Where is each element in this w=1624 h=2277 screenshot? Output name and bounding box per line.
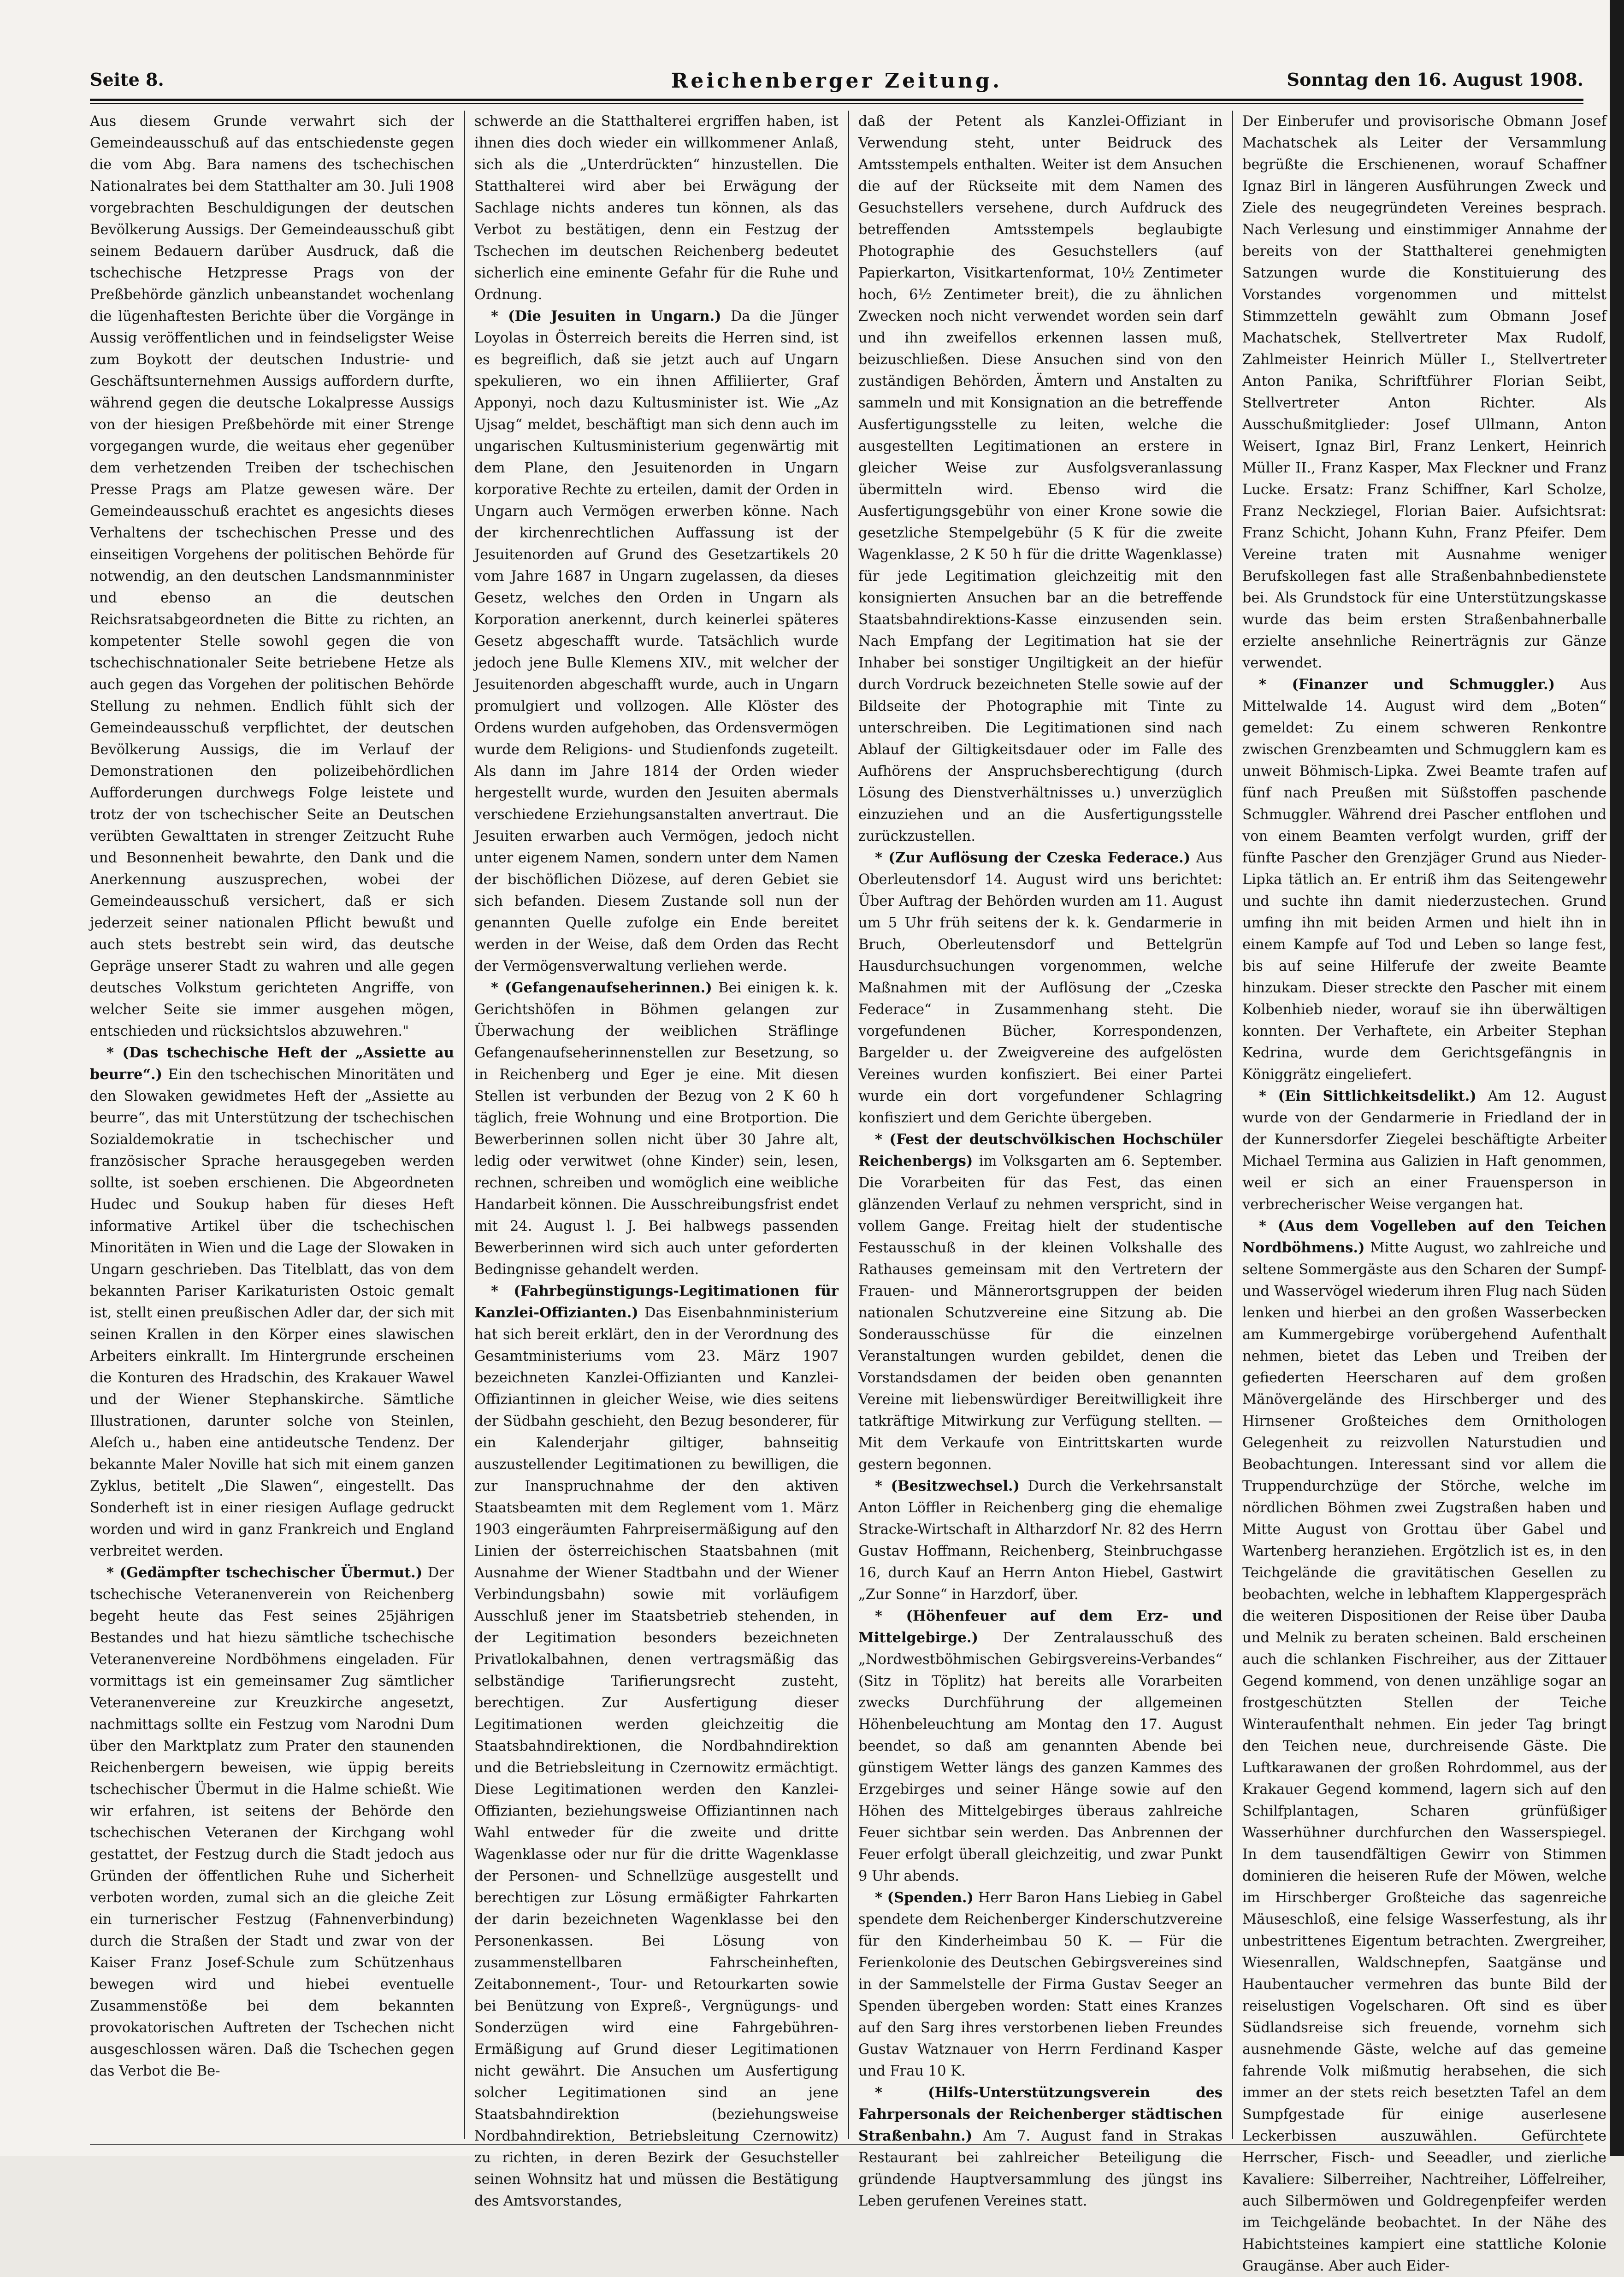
article (1242, 1085, 1606, 1215)
article-text: Der Zentralausschuß des „Nordwestböhmischen Gebirgsvereins-Verbandes“ (Sitz in Töplitz) hat bereits alle Vorarbeiten zwecks Durchführung der allgemeinen Höhenbeleuchtung am Montag den 17. August beendet, so daß am genannten Abende bei günstigem Wetter längs des ganzen Kammes des Erzgebirges und seiner Hänge sowie auf den Höhen des Mittelgebirges überaus zahlreiche Feuer sichtbar sein werden. Das Anbrennen der Feuer erfolgt überall gleichzeitig, und zwar Punkt 9 Uhr abends. (858, 1630, 1223, 1884)
header-rule-thin (90, 103, 1583, 104)
article-text: Am 7. August fand in Strakas Restaurant bei zahlreicher Beteiligung die gründende Hauptversammlung des jüngst ins Leben gerufenen Vereines statt. (858, 2128, 1222, 2209)
column-divider (464, 111, 465, 2139)
article (474, 111, 839, 306)
article-text: Der tschechische Veteranenverein von Reichenberg begeht heute das Fest seines 25jährigen Bestandes und hat hiezu sämtliche tschechische Veteranenvereine Nordböhmens eingeladen. Für vormittags ist ein gemeinsamer Zug sämtlicher Veteranenvereine zur Kreuzkirche angesetzt, nachmittags sollte ein Festzug vom Narodni Dum über den Marktplatz zum Prater den staunenden Reichenbergern beweisen, wie üppig bereits tschechischer Übermut in die Halme schießt. Wie wir erfahren, ist seitens der Behörde den tschechischen Veteranen der Kirchgang wohl gestattet, der Festzug durch die Stadt jedoch aus Gründen der öffentlichen Ruhe und Sicherheit verboten worden, zumal sich an die gleiche Zeit ein turnerischer Festzug (Fahnenverbindung) durch die Straßen der Stadt und zwar von der Kaiser Franz Josef-Schule zum Schützenhaus bewegen wird und hiebei eventuelle Zusammenstöße bei dem bekannten provokatorischen Auftreten der Tschechen nicht ausgeschlossen wären. Daß die Tschechen gegen das Verbot die Be- (90, 1565, 454, 2079)
article (474, 306, 839, 977)
article-heading: * (Ein Sittlichkeitsdelikt.) (1259, 1088, 1476, 1104)
column-divider (848, 111, 849, 2139)
article (858, 111, 1222, 847)
article-text: daß der Petent als Kanzlei-Offiziant in Verwendung steht, unter Beidruck des Amtsstempels enthalten. Weiter ist dem Ansuchen die auf der Rückseite mit dem Namen des Gesuchstellers versehene, durch Aufdruck des betreffenden Amtsstempels beglaubigte Photographie des Gesuchstellers (auf Papierkarton, Visitkartenformat, 10½ Zentimeter hoch, 6½ Zentimeter breit), die zu ähnlichen Zwecken noch nicht verwendet worden sein darf und ihn zweifellos erkennen lassen muß, beizuschließen. Diese Ansuchen sind von den zuständigen Behörden, Ämtern und Anstalten zu sammeln und mit Konsignation an die betreffende Ausfertigungsstelle zu leiten, welche die ausgestellten Legitimationen an erstere in gleicher Weise zur Ausfolgsveranlassung übermitteln wird. Ebenso wird die Ausfertigungsgebühr von einer Krone sowie die gesetzliche Stempelgebühr (5 K für die zweite Wagenklasse, 2 K 50 h für die dritte Wagenklasse) für jede Legitimation gleichzeitig mit den konsignierten Ansuchen bar an die betreffende Staatsbahndirektions-Kasse einzusenden sein. Nach Empfang der Legitimation hat sie der Inhaber bei sonstiger Ungiltigkeit an der hiefür durch Vordruck bezeichneten Stelle sowie auf der Bildseite der Photographie mit Tinte zu unterschreiben. Die Legitimationen sind nach Ablauf der Giltigkeitsdauer oder im Falle des Aufhörens der Anspruchsberechtigung (durch Lösung des Dienstverhältnisses u.) unverzüglich einzuziehen und an die Ausfertigungsstelle zurückzustellen. (858, 113, 1222, 844)
article (858, 1129, 1222, 1475)
article-text: Aus Mittelwalde 14. August wird dem „Boten“ gemeldet: Zu einem schweren Renkontre zwischen Grenzbeamten und Schmugglern kam es unweit Böhmisch-Lipka. Zwei Beamte trafen auf fünf nach Preußen mit Süßstoffen paschende Schmuggler. Während drei Pascher entflohen und von einem Beamten verfolgt wurden, griff der fünfte Pascher den Grenzjäger Grund aus Nieder-Lipka tätlich an. Er entriß ihm das Seitengewehr und suchte ihn damit niederzustechen. Grund umfing ihn mit beiden Armen und hielt ihn in einem Kampfe auf Tod und Leben so lange fest, bis auf seine Hilferufe der zweite Beamte hinzukam. Dieser streckte den Pascher mit einem Kolbenhieb nieder, worauf sie ihn überwältigen konnten. Der Verhaftete, ein Arbeiter Stephan Kedrina, wurde dem Gerichtsgefängnis in Königgrätz eingeliefert. (1242, 677, 1606, 1083)
article (1242, 1215, 1606, 2277)
article-text: Ein den tschechischen Minoritäten und den Slowaken gewidmetes Heft der „Assiette au beurre“, das mit Unterstützung der tschechischen Sozialdemokratie in tschechischer und französischer Sprache herausgegeben werden sollte, ist soeben erschienen. Die Abgeordneten Hudec und Soukup haben für dieses Heft informative Artikel über die tschechischen Minoritäten in Wien und die Lage der Slowaken in Ungarn geschrieben. Das Titelblatt, das von dem bekannten Pariser Karikaturisten Ostoic gemalt ist, stellt einen preußischen Adler dar, der sich mit seinen Krallen in den Körper eines slawischen Arbeiters einkrallt. Im Hintergrunde erscheinen die Konturen des Hradschin, des Krakauer Wawel und der Wiener Stephanskirche. Sämtliche Illustrationen, darunter solche von Steinlen, Aleſch u., haben eine antideutsche Tendenz. Der bekannte Maler Noville hat sich mit einem ganzen Zyklus, betitelt „Die Slawen“, eingestellt. Das Sonderheft ist in einer riesigen Auflage gedruckt worden und wird in ganz Frankreich und England verbreitet werden. (90, 1067, 454, 1559)
article (90, 1562, 454, 2082)
article-text: Das Eisenbahnministerium hat sich bereit erklärt, den in der Verordnung des Gesamtministeriums vom 23. März 1907 bezeichneten Kanzlei-Offizianten und Kanzlei-Offiziantinnen in gleicher Weise, wie dies seitens der Südbahn geschieht, den Bezug besonderer, für ein Kalenderjahr giltiger, bahnseitig auszustellender Legitimationen zu bewilligen, die zur Inanspruchnahme der den aktiven Staatsbeamten mit dem Reglement vom 1. März 1903 eingeräumten Fahrpreisermäßigung auf den Linien der österreichischen Staatsbahnen (mit Ausnahme der Wiener Stadtbahn und der Wiener Verbindungsbahn) sowie mit vorläufigem Ausschluß jener im Staatsbetrieb stehenden, in der Legitimation besonders bezeichneten Privatlokalbahnen, denen vertragsmäßig das selbständige Tarifierungsrecht zusteht, berechtigen. Zur Ausfertigung dieser Legitimationen werden gleichzeitig die Staatsbahndirektionen, die Nordbahndirektion und die Betriebsleitung in Czernowitz ermächtigt. Diese Legitimationen werden den Kanzlei-Offizianten, beziehungsweise Offiziantinnen nach Wahl entweder für die zweite und dritte Wagenklasse oder nur für die dritte Wagenklasse der Personen- und Schnellzüge ausgestellt und berechtigen zur Lösung ermäßigter Fahrkarten der darin bezeichneten Wagenklasse bei den Personenkassen. Bei Lösung von zusammenstellbaren Fahrscheinheften, Zeitabonnement-, Tour- und Retourkarten sowie bei Benützung von Expreß-, Vergnügungs- und Sonderzügen wird eine Fahrgebühren-Ermäßigung auf Grund dieser Legitimationen nicht gewährt. Die Ansuchen um Ausfertigung solcher Legitimationen sind an jene Staatsbahndirektion (beziehungsweise Nordbahndirektion, Betriebsleitung Czernowitz) zu richten, in deren Bezirk der Gesuchsteller seinen Wohnsitz hat und müssen die Bestätigung des Amtsvorstandes, (474, 1305, 839, 2209)
article (90, 111, 454, 1042)
article (858, 2082, 1222, 2212)
article (1242, 674, 1606, 1085)
newspaper-title: Reichenberger Zeitung. (671, 69, 1003, 93)
page-bottom-rule (90, 2144, 1583, 2145)
column-divider (1232, 111, 1233, 2139)
scan-edge (1610, 0, 1624, 2156)
column-1 (90, 111, 454, 2139)
article-heading: * (Zur Auflösung der Czeska Federace.) (875, 849, 1191, 866)
article-heading: * (Gedämpfter tschechischer Übermut.) (106, 1564, 423, 1581)
article-text: Durch die Verkehrsanstalt Anton Löffler in Reichenberg ging die ehemalige Stracke-Wirtschaft in Altharzdorf Nr. 82 des Herrn Gustav Hoffmann, Reichenberg, Steinbruchgasse 16, durch Kauf an Herrn Anton Hiebel, Gastwirt „Zur Sonne“ in Harzdorf, über. (858, 1478, 1222, 1603)
article (90, 1042, 454, 1562)
column-2 (474, 111, 839, 2209)
article (858, 1605, 1222, 1887)
article-text: Der Einberufer und provisorische Obmann Josef Machatschek als Leiter der Versammlung begrüßte die Erschienenen, worauf Schaffner Ignaz Birl in längeren Ausführungen Zweck und Ziele des neugegründeten Vereines besprach. Nach Verlesung und einstimmiger Annahme der bereits von der Statthalterei genehmigten Satzungen wurde die Konstituierung des Vorstandes vorgenommen und mittelst Stimmzetteln gewählt zum Obmann Josef Machatschek, Stellvertreter Max Rudolf, Zahlmeister Heinrich Müller I., Stellvertreter Anton Panika, Schriftführer Florian Seibt, Stellvertreter Anton Richter. Als Ausschußmitglieder: Josef Ullmann, Anton Weisert, Ignaz Birl, Franz Lenkert, Heinrich Müller II., Franz Kasper, Max Fleckner und Franz Lucke. Ersatz: Franz Schiffner, Karl Scholze, Franz Neckziegel, Florian Baier. Aufsichtsrat: Franz Schicht, Johann Kuhn, Franz Pfeifer. Dem Vereine traten mit Ausnahme weniger Berufskollegen fast alle Straßenbahnbedienstete bei. Als Grundstock für eine Unterstützungskasse wurde das beim ersten Straßenbahnerballe erzielte ansehnliche Reinerträgnis zur Gänze verwendet. (1242, 113, 1606, 671)
article-text: Aus Oberleutensdorf 14. August wird uns berichtet: Über Auftrag der Behörden wurden am 11. August um 5 Uhr früh seitens der k. k. Gendarmerie in Bruch, Oberleutensdorf und Bettelgrün Hausdurchsuchungen vorgenommen, welche Maßnahmen mit der Auflösung der „Czeska Federace“ in Zusammenhang steht. Die vorgefundenen Bücher, Korrespondenzen, Bargelder u. der Zweigvereine des aufgelösten Vereines wurden konfisziert. Bei einer Partei wurde ein dort vorgefundener Schlagring konfisziert und dem Gerichte übergeben. (858, 850, 1222, 1126)
page-header (90, 69, 1583, 101)
article-heading: * (Das tschechische Heft der „Assiette au beurre“.) (90, 1044, 454, 1083)
article-heading: * (Spenden.) (875, 1889, 974, 1906)
article-heading: * (Hilfs-Unterstützungsverein des Fahrpersonals der Reichenberger städtischen Straßenbahn.) (858, 2084, 1222, 2144)
article-text: Aus diesem Grunde verwahrt sich der Gemeindeausschuß auf das entschiedenste gegen die vom Abg. Bara namens des tschechischen Nationalrates bei dem Statthalter am 30. Juli 1908 vorgebrachten Beschuldigungen der deutschen Bevölkerung Aussigs. Der Gemeindeausschuß gibt seinem Bedauern darüber Ausdruck, daß die tschechische Hetzpresse Prags von der Preßbehörde gänzlich unbeanstandet wochenlang die lügenhaftesten Berichte über die Vorgänge in Aussig veröffentlichen und in feindseligster Weise zum Boykott der deutschen Industrie- und Geschäftsunternehmen Aussigs auffordern durfte, während gegen die deutsche Lokalpresse Aussigs von der hiesigen Preßbehörde mit einer Strenge vorgegangen wurde, die weitaus eher gegenüber dem verhetzenden Treiben der tschechischen Presse Prags am Platze gewesen wäre. Der Gemeindeausschuß erachtet es angesichts dieses Verhaltens der tschechischen Presse und des einseitigen Vorgehens der politischen Behörde für notwendig, an den deutschen Landsmannminister und ebenso an die deutschen Reichsratsabgeordneten die Bitte zu richten, an kompetenter Stelle sowohl gegen die von tschechischnationaler Seite betriebene Hetze als auch gegen das Vorgehen der politischen Behörde Stellung zu nehmen. Endlich fühlt sich der Gemeindeausschuß verpflichtet, der deutschen Bevölkerung Aussigs, die im Verlauf der Demonstrationen den polizeibehördlichen Aufforderungen durchwegs Folge leistete und trotz der von tschechischer Seite an Deutschen verübten Gewalttaten in strenger Zeitzucht Ruhe und Besonnenheit bewahrte, den Dank und die Anerkennung auszusprechen, wobei der Gemeindeausschuß versichert, daß er sich jederzeit seiner nationalen Pflicht bewußt und auch stets bestrebt sein wird, das deutsche Gepräge unserer Stadt zu wahren und alle gegen deutsches Volkstum gerichteten Angriffe, von welcher Seite sie immer ausgehen mögen, entschieden und rücksichtslos abzuwehren." (90, 113, 454, 1039)
issue-date: Sonntag den 16. August 1908. (1287, 69, 1583, 90)
article (858, 1887, 1222, 2082)
article-heading: * (Die Jesuiten in Ungarn.) (491, 308, 721, 324)
article-text: im Volksgarten am 6. September. Die Vorarbeiten für das Fest, das einen glänzenden Verlauf zu nehmen verspricht, sind in vollem Gange. Freitag hielt der studentische Festausschuß in der kleinen Volkshalle des Rathauses gemeinsam mit den Vertretern der Frauen- und Männerortsgruppen der beiden nationalen Schutzvereine eine Sitzung ab. Die Sonderausschüsse für die einzelnen Veranstaltungen wurden gebildet, denen die Vorstandsdamen der beiden oben genannten Vereine mit liebenswürdiger Bereitwilligkeit ihre tatkräftige Mitwirkung zur Verfügung stellten. — Mit dem Verkaufe von Eintrittskarten wurde gestern begonnen. (858, 1153, 1222, 1473)
header-rule (90, 99, 1583, 101)
article (1242, 111, 1606, 674)
article-heading: * (Fahrbegünstigungs-Legitimationen für Kanzlei-Offizianten.) (474, 1283, 839, 1321)
article-heading: * (Besitzwechsel.) (875, 1478, 1020, 1494)
article-heading: * (Fest der deutschvölkischen Hochschüler Reichenbergs) (858, 1131, 1222, 1169)
article-heading: * (Gefangenaufseherinnen.) (491, 979, 712, 996)
page-number: Seite 8. (90, 69, 164, 90)
article (858, 1475, 1222, 1605)
article-text: Am 12. August wurde von der Gendarmerie in Friedland der in der Kunnersdorfer Ziegelei beschäftigte Arbeiter Michael Termina aus Galizien in Haft genommen, weil er sich an einer Frauensperson in verbrecherischer Weise vergangen hat. (1242, 1088, 1606, 1213)
article (474, 1280, 839, 2212)
article-heading: * (Aus dem Vogelleben auf den Teichen Nordböhmens.) (1242, 1218, 1606, 1256)
article-text: schwerde an die Statthalterei ergriffen haben, ist ihnen dies doch wieder ein willkommener Anlaß, sich als die „Unterdrückten“ hinzustellen. Die Statthalterei wird aber bei Erwägung der Sachlage nichts anderes tun können, als das Verbot zu bestätigen, denn ein Festzug der Tschechen im deutschen Reichenberg bedeutet sicherlich eine eminente Gefahr für die Ruhe und Ordnung. (474, 113, 839, 303)
column-4 (1242, 111, 1607, 2274)
article-text: Bei einigen k. k. Gerichtshöfen in Böhmen gelangen zur Überwachung der weiblichen Sträflinge Gefangenaufseherinnenstellen zur Besetzung, so in Reichenberg und Eger je eine. Mit diesen Stellen ist verbunden der Bezug von 2 K 60 h täglich, freie Wohnung und eine Brotportion. Die Bewerberinnen sollen nicht über 30 Jahre alt, ledig oder verwitwet (ohne Kinder) sein, lesen, rechnen, schreiben und womöglich eine weibliche Handarbeit können. Die Ausschreibungsfrist endet mit 24. August l. J. Bei halbwegs passenden Bewerberinnen wird sich auch unter geforderten Bedingnisse gehandelt werden. (474, 980, 839, 1278)
article (474, 977, 839, 1280)
article-heading: * (Finanzer und Schmuggler.) (1259, 676, 1555, 693)
article-text: Da die Jünger Loyolas in Österreich bereits die Herren sind, ist es begreiflich, daß sie jetzt auch auf Ungarn spekulieren, wo ein ihnen Affiliierter, Graf Apponyi, noch dazu Kultusminister ist. Wie „Az Ujsag“ meldet, beschäftigt man sich denn auch im ungarischen Kultusministerium gegenwärtig mit dem Plane, den Jesuitenorden in Ungarn korporative Rechte zu erteilen, damit der Orden in Ungarn auch Vermögen erwerben könne. Nach der kirchenrechtlichen Auffassung ist der Jesuitenorden auf Grund des Gesetzartikels 20 vom Jahre 1687 in Ungarn zugelassen, da dieses Gesetz, welches den Orden in Ungarn als Korporation anerkennt, durch keinerlei späteres Gesetz abgeschafft wurde. Tatsächlich wurde jedoch jene Bulle Klemens XIV., mit welcher der Jesuitenorden abgeschafft wurde, auch in Ungarn promulgiert und vollzogen. Alle Klöster des Ordens wurden aufgehoben, das Ordensvermögen wurde dem Religions- und Studienfonds zugeteilt. Als dann im Jahre 1814 der Orden wieder hergestellt wurde, wurden den Jesuiten abermals verschiedene Erziehungsanstalten anvertraut. Die Jesuiten erwarben auch Vermögen, jedoch nicht unter eigenem Namen, sondern unter dem Namen der bischöflichen Diözese, auf deren Gebiet sie sich befanden. Diesem Zustande soll nun der genannten Quelle zufolge ein Ende bereitet werden in der Weise, daß dem Orden das Recht der Vermögensverwaltung verliehen werde. (474, 308, 839, 974)
column-3 (858, 111, 1223, 2209)
article (858, 847, 1222, 1129)
article-text: Mitte August, wo zahlreiche und seltene Sommergäste aus den Scharen der Sumpf- und Wasservögel wiederum ihren Flug nach Süden lenken und hierbei an den großen Wasserbecken am Kummergebirge vorübergehend Aufenthalt nehmen, bietet das Leben und Treiben der gefiederten Heerscharen auf dem großen Mänövergelände des Hirschberger und des Hirnsener Großteiches dem Ornithologen Gelegenheit zu reizvollen Naturstudien und Beobachtungen. Interessant sind vor allem die Truppendurchzüge der Störche, welche im nördlichen Böhmen zwei Zugstraßen haben und Mitte August von Grottau über Gabel und Wartenberg heranziehen. Ergötzlich ist es, in den Teichgelände die gravitätischen Gesellen zu beobachten, welche in lebhaftem Klappergespräch die weiteren Dispositionen der Reise über Dauba und Melnik zu beraten scheinen. Bald erscheinen auch die schlanken Fischreiher, aus der Zittauer Gegend kommend, von denen unzählige sogar an frostgeschützten Stellen der Teiche Winteraufenthalt nehmen. Ein jeder Tag bringt den Teichen neue, durchreisende Gäste. Die Luftkarawanen der großen Rohrdommel, aus der Krakauer Gegend kommend, lagern sich auf den Schilfplantagen, Scharen grünfüßiger Wasserhühner durchfurchen den Wasserspiegel. In dem tausendfältigen Gewirr von Stimmen dominieren die heiseren Rufe der Möwen, welche im Hirschberger Großteiche das sagenreiche Mäuseschloß, eine felsige Wasserfestung, als ihr unbestrittenes Eigentum betrachten. Zwergreiher, Wiesenrallen, Waldschnepfen, Saatgänse und Haubentaucher vermehren das bunte Bild der reiselustigen Vogelscharen. Oft sind es über Südlandsreise sich freuende, vornehm sich ausnehmende Gäste, welche auf das gemeine fahrende Volk mißmutig herabsehen, die sich immer an der stets reich besetzten Tafel an dem Sumpfgestade für einige auserlesene Leckerbissen auszuwählen. Gefürchtete Herrscher, Fisch- und Seeadler, und zierliche Kavaliere: Silberreiher, Nachtreiher, Löffelreiher, auch Silbermöwen und Goldregenpfeifer werden im Teichgelände beobachtet. In der Nähe des Habichtsteines kampiert eine stattliche Kolonie Graugänse. Aber auch Eider- (1242, 1240, 1607, 2274)
article-text: Herr Baron Hans Liebieg in Gabel spendete dem Reichenberger Kinderschutzvereine für den Kinderheimbau 50 K. — Für die Ferienkolonie des Deutschen Gebirgsvereines sind in der Sammelstelle der Firma Gustav Seeger an Spenden übergeben worden: Statt eines Kranzes auf den Sarg ihres verstorbenen lieben Freundes Gustav Watznauer von Herrn Ferdinand Kasper und Frau 10 K. (858, 1890, 1222, 2079)
article-heading: * (Höhenfeuer auf dem Erz- und Mittelgebirge.) (858, 1608, 1222, 1646)
